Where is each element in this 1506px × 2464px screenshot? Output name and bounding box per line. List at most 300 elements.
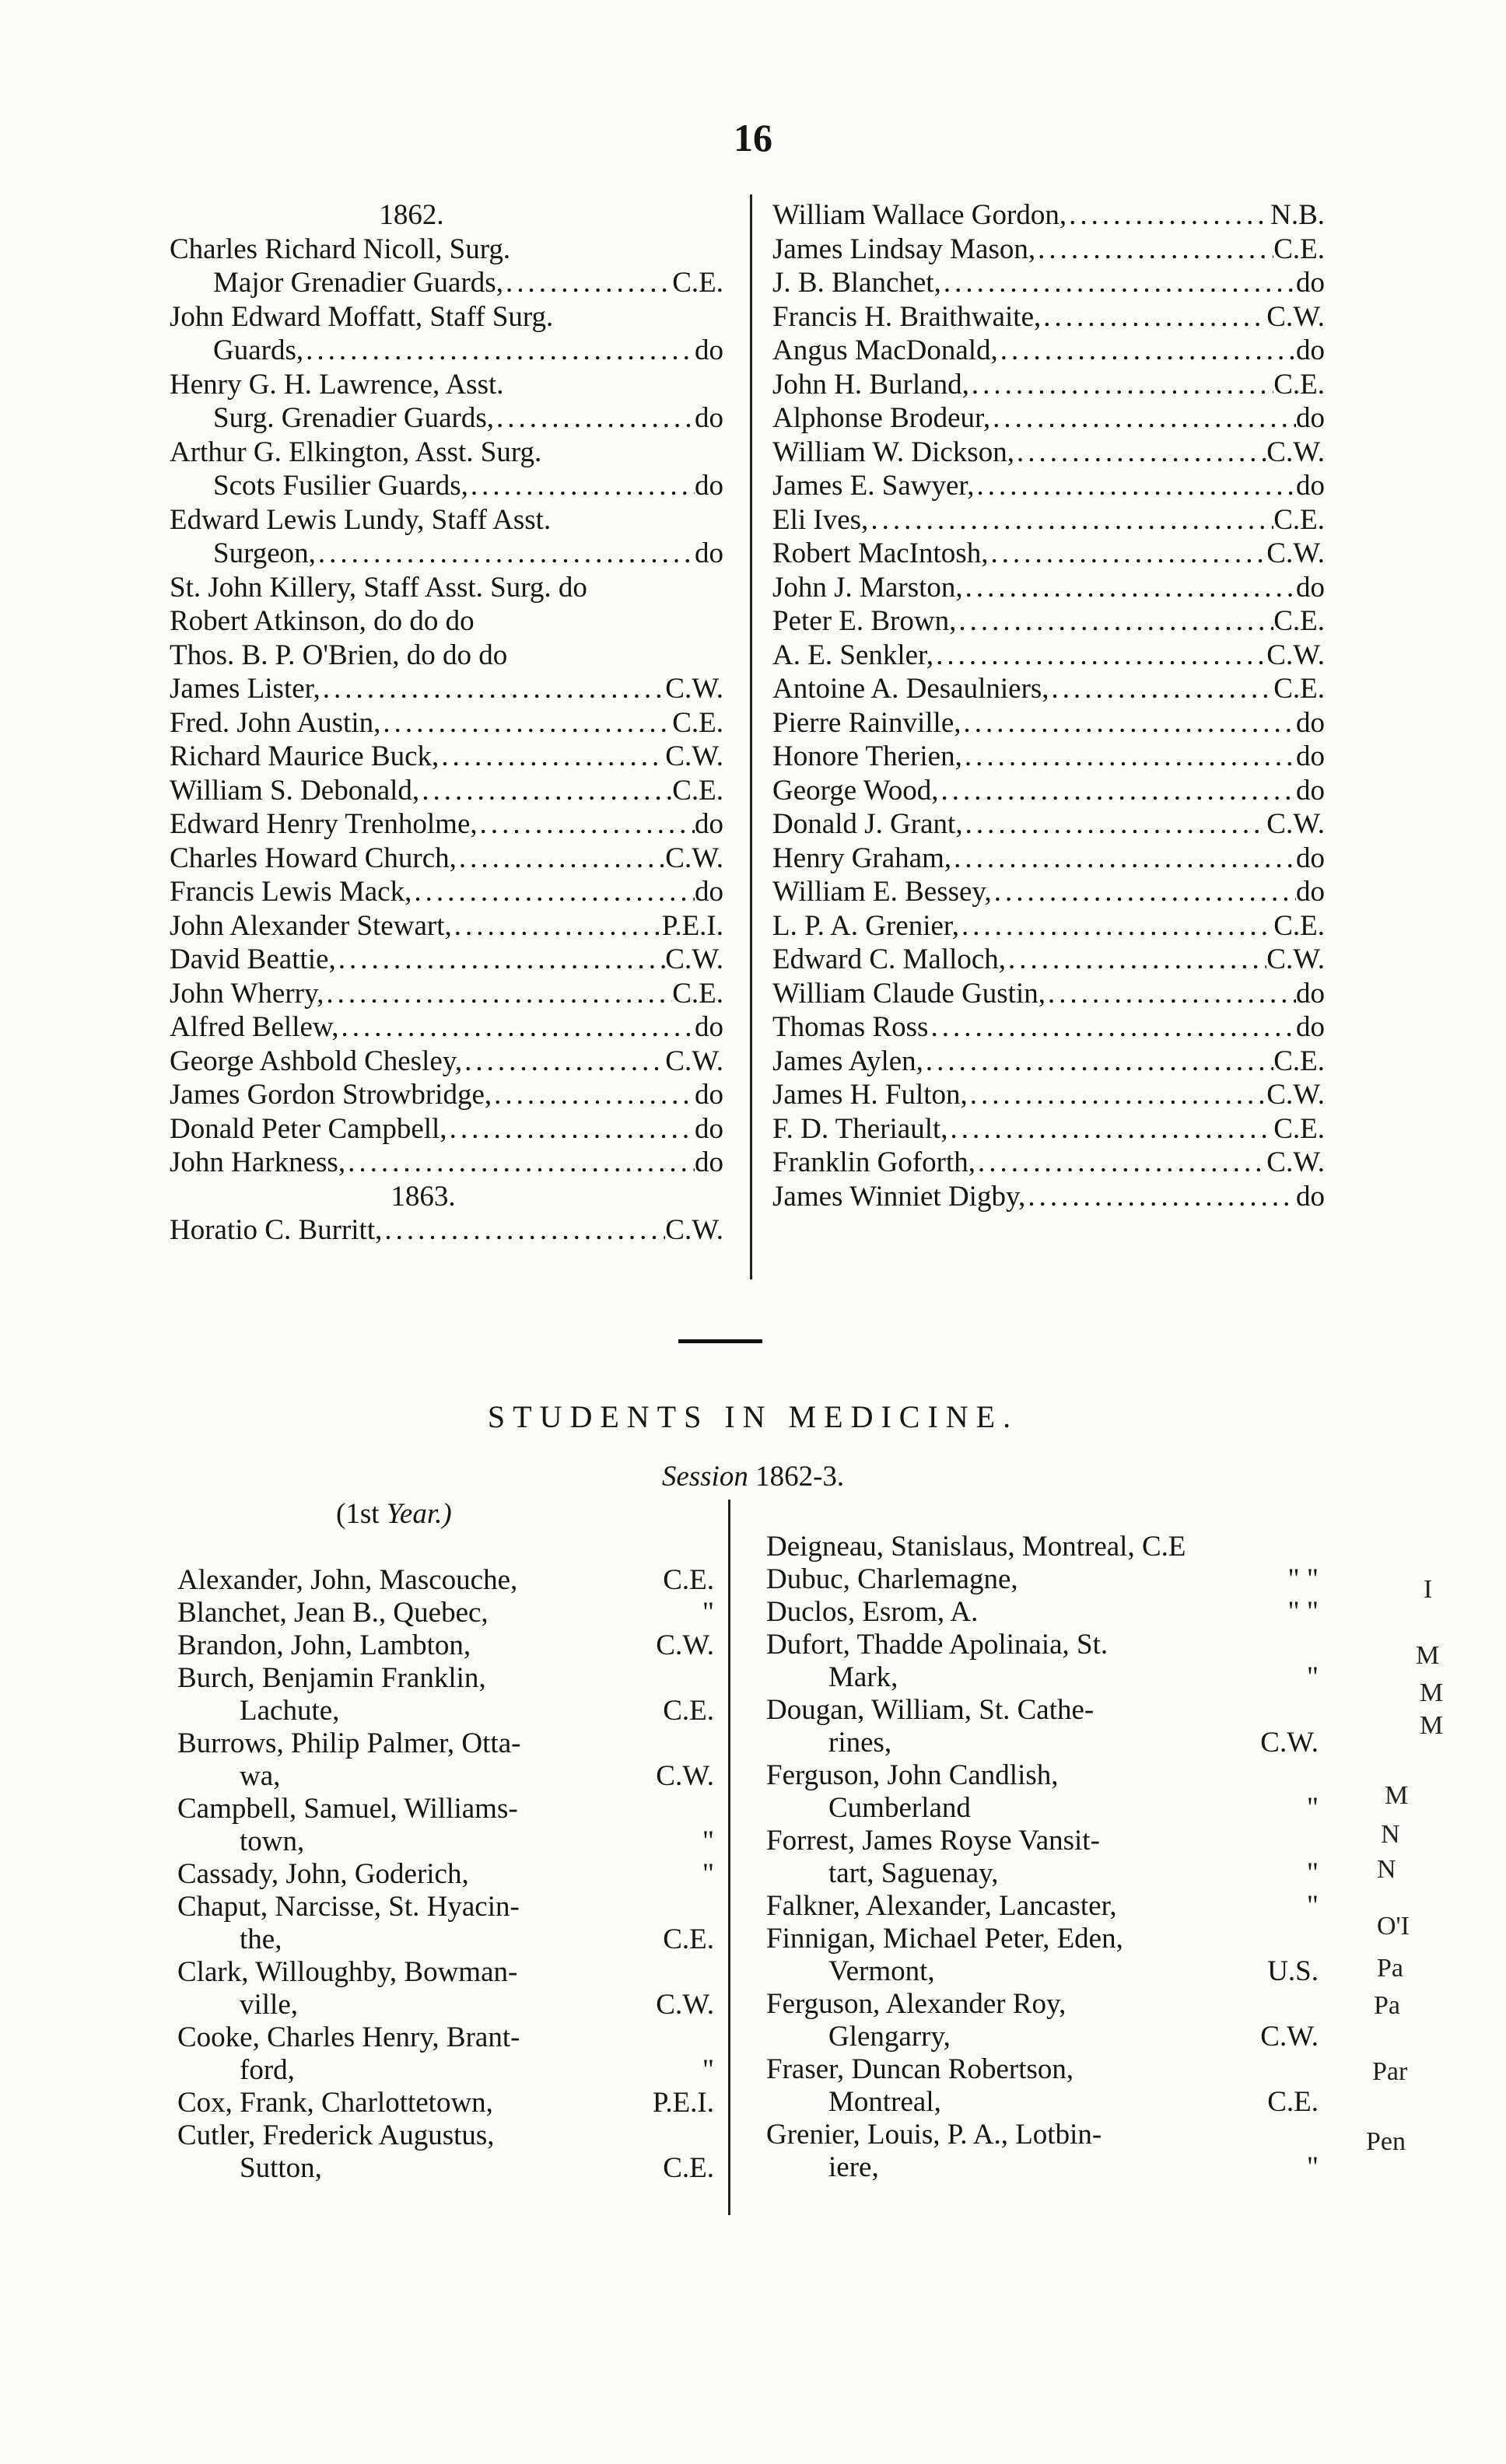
entry-name: Donald Peter Campbell, <box>170 1112 447 1145</box>
student-line <box>177 2119 714 2152</box>
graduates-right-column <box>772 198 1325 1213</box>
graduate-entry <box>170 604 723 639</box>
entry-name: Charles Howard Church, <box>170 842 457 874</box>
next-page-fragment: M <box>1416 1641 1440 1670</box>
leader-dots <box>1066 198 1270 233</box>
entry-name: Scots Fusilier Guards, <box>213 470 468 502</box>
entry-name: Surg. Grenadier Guards, <box>213 402 495 434</box>
student-line <box>177 1858 714 1891</box>
graduate-entry <box>170 1112 723 1146</box>
graduate-entry <box>170 706 723 740</box>
entry-name: David Beattie, <box>170 943 336 975</box>
student-place: Montreal, <box>828 2086 941 2118</box>
graduate-entry <box>772 807 1325 842</box>
leader-dots <box>951 842 1296 876</box>
entry-name: Peter E. Brown, <box>772 605 957 637</box>
entry-name: Arthur G. Elkington, Asst. Surg. <box>170 436 542 468</box>
entry-name: James E. Sawyer, <box>772 470 975 502</box>
entry-province: C.W. <box>665 673 723 705</box>
leader-dots <box>336 943 666 977</box>
student-name: Dougan, William, St. Cathe- <box>766 1694 1094 1726</box>
student-name: Burch, Benjamin Franklin, <box>177 1662 486 1694</box>
students-left-column <box>177 1564 714 2185</box>
student-province: " <box>702 1597 714 1629</box>
leader-dots <box>988 537 1266 571</box>
leader-dots <box>1049 672 1274 706</box>
entry-name: Surgeon, <box>213 537 316 569</box>
student-province: " " <box>1287 1563 1319 1595</box>
leader-dots <box>998 334 1296 368</box>
graduate-entry <box>772 368 1325 402</box>
student-entry <box>177 2119 714 2185</box>
student-line <box>766 1531 1319 1563</box>
student-entry <box>177 1891 714 1956</box>
entry-province: C.E. <box>1273 605 1325 637</box>
entry-province: do <box>1296 977 1325 1010</box>
entry-name: James Lindsay Mason, <box>772 233 1036 265</box>
leader-dots <box>1025 1180 1296 1214</box>
student-province: P.E.I. <box>652 2087 714 2119</box>
entry-province: C.E. <box>1273 909 1325 942</box>
student-entry <box>766 2053 1319 2119</box>
student-name: Dufort, Thadde Apolinaia, St. <box>766 1629 1108 1661</box>
graduate-entry <box>170 233 723 267</box>
student-line-continued <box>177 1989 714 2021</box>
student-line-continued <box>766 1727 1319 1759</box>
leader-dots <box>380 706 672 740</box>
student-place: Sutton, <box>240 2152 322 2184</box>
student-name: Fraser, Duncan Robertson, <box>766 2053 1074 2085</box>
next-page-fragment: N <box>1377 1855 1396 1884</box>
entry-name: Franklin Goforth, <box>772 1146 976 1178</box>
leader-dots <box>992 875 1296 909</box>
graduate-entry <box>772 1010 1325 1045</box>
graduate-entry <box>772 233 1325 267</box>
graduate-entry <box>170 842 723 876</box>
student-line-continued <box>177 2054 714 2087</box>
graduate-entry <box>772 875 1325 909</box>
leader-dots <box>923 1045 1273 1079</box>
entry-province: C.E. <box>1273 503 1325 536</box>
student-province: C.E. <box>1267 2086 1319 2118</box>
graduate-entry <box>170 1045 723 1079</box>
entry-name: James Winniet Digby, <box>772 1180 1026 1213</box>
student-entry <box>766 1629 1319 1694</box>
entry-name: George Wood, <box>772 774 939 807</box>
leader-dots <box>868 503 1273 537</box>
graduate-entry <box>170 368 723 402</box>
student-entry <box>177 1956 714 2021</box>
leader-dots <box>452 909 662 943</box>
student-province: " <box>702 1825 714 1857</box>
student-line <box>177 1956 714 1989</box>
next-page-fragment: I <box>1424 1575 1433 1604</box>
student-line-continued <box>766 1857 1319 1890</box>
student-entry <box>766 1596 1319 1629</box>
graduate-entry <box>170 639 723 673</box>
page-number: 16 <box>734 116 772 159</box>
entry-province: do <box>1296 876 1325 908</box>
student-line <box>177 1629 714 1662</box>
graduate-entry <box>170 1078 723 1112</box>
entry-name: William W. Dickson, <box>772 436 1014 468</box>
leader-dots <box>494 401 695 436</box>
student-province: C.E. <box>663 1923 714 1955</box>
student-line <box>766 1923 1319 1955</box>
graduates-left-column <box>170 198 723 1248</box>
student-place: rines, <box>828 1727 892 1759</box>
entry-province: C.W. <box>665 1214 723 1246</box>
student-entry <box>766 1890 1319 1923</box>
entry-name: Edward Lewis Lundy, Staff Asst. <box>170 503 552 536</box>
entry-name: William Wallace Gordon, <box>772 199 1067 231</box>
leader-dots <box>447 1112 695 1146</box>
year-label <box>336 1497 452 1531</box>
graduate-entry <box>170 977 723 1011</box>
entry-name: Edward Henry Trenholme, <box>170 808 478 840</box>
column-divider-top <box>750 194 752 1279</box>
graduate-entry <box>170 503 723 537</box>
student-line <box>177 1662 714 1695</box>
student-place: the, <box>240 1923 282 1955</box>
entry-name: Alfred Bellew, <box>170 1011 339 1043</box>
entry-province: C.W. <box>1266 1146 1325 1178</box>
student-line <box>766 2119 1319 2151</box>
student-place: tart, Saguenay, <box>828 1857 999 1889</box>
student-entry <box>766 1759 1319 1825</box>
leader-dots <box>1006 943 1266 977</box>
entry-name: Antoine A. Desaulniers, <box>772 673 1049 705</box>
student-line-continued <box>766 1792 1319 1825</box>
student-name: Cox, Frank, Charlottetown, <box>177 2087 493 2119</box>
graduate-entry <box>772 774 1325 808</box>
graduate-entry <box>772 469 1325 503</box>
graduate-entry <box>170 300 723 334</box>
student-line <box>766 2053 1319 2086</box>
graduate-entry <box>772 1112 1325 1146</box>
leader-dots <box>941 266 1296 300</box>
student-line <box>766 1988 1319 2021</box>
student-entry <box>766 1694 1319 1759</box>
student-line <box>766 1694 1319 1727</box>
section-divider <box>678 1339 762 1343</box>
entry-name: John Alexander Stewart, <box>170 909 452 942</box>
entry-province: do <box>1296 842 1325 874</box>
next-page-fragment: N <box>1381 1820 1400 1849</box>
next-page-fragment: Pa <box>1374 1991 1400 2020</box>
entry-name: Thos. B. P. O'Brien, do do do <box>170 639 508 671</box>
entry-name: Donald J. Grant, <box>772 808 963 840</box>
student-line <box>177 1564 714 1597</box>
entry-name: L. P. A. Grenier, <box>772 909 960 942</box>
entry-name: James H. Fulton, <box>772 1079 968 1111</box>
entry-name: Eli Ives, <box>772 503 869 536</box>
graduate-entry <box>772 1146 1325 1180</box>
graduate-entry <box>170 943 723 977</box>
student-place: Mark, <box>828 1661 898 1693</box>
student-entry <box>766 1531 1319 1563</box>
students-right-column <box>766 1531 1319 2184</box>
student-name: Finnigan, Michael Peter, Eden, <box>766 1923 1123 1955</box>
entry-name: Henry G. H. Lawrence, Asst. <box>170 368 504 401</box>
next-page-fragment: M <box>1420 1678 1444 1707</box>
student-name: Alexander, John, Mascouche, <box>177 1564 518 1596</box>
leader-dots <box>963 807 1267 842</box>
student-line <box>766 1563 1319 1596</box>
leader-dots <box>345 1146 695 1180</box>
entry-province: do <box>695 1011 723 1043</box>
leader-dots <box>457 842 665 876</box>
student-line <box>766 1890 1319 1923</box>
graduate-entry <box>772 401 1325 436</box>
student-line-continued <box>766 2021 1319 2053</box>
graduate-entry <box>170 571 723 605</box>
graduate-entry <box>772 604 1325 639</box>
leader-dots <box>503 266 672 300</box>
student-place: town, <box>240 1825 305 1857</box>
graduate-entry <box>772 1180 1325 1214</box>
leader-dots <box>933 639 1266 673</box>
entry-name: George Ashbold Chesley, <box>170 1045 463 1077</box>
graduate-entry <box>170 774 723 808</box>
entry-name: Honore Therien, <box>772 740 962 772</box>
graduate-entry <box>772 266 1325 300</box>
graduate-entry <box>772 503 1325 537</box>
graduate-entry <box>772 1045 1325 1079</box>
student-line <box>177 1727 714 1760</box>
entry-province: C.E. <box>672 267 723 299</box>
student-entry <box>766 1988 1319 2053</box>
entry-name: F. D. Theriault, <box>772 1112 948 1145</box>
entry-province: do <box>1296 1011 1325 1043</box>
entry-province: do <box>695 1146 723 1178</box>
graduate-entry <box>772 198 1325 233</box>
entry-name: Guards, <box>213 334 304 366</box>
student-line-continued <box>177 1695 714 1727</box>
student-name: Dubuc, Charlemagne, <box>766 1563 1018 1595</box>
graduate-entry <box>170 875 723 909</box>
graduate-entry <box>170 672 723 706</box>
entry-province: do <box>695 334 723 366</box>
student-name: Brandon, John, Lambton, <box>177 1629 471 1661</box>
entry-province: do <box>695 1112 723 1145</box>
student-province: C.W. <box>1260 1727 1319 1759</box>
student-province: " <box>1306 1890 1319 1922</box>
leader-dots <box>419 774 672 808</box>
student-line <box>766 1825 1319 1857</box>
student-line <box>766 1629 1319 1661</box>
entry-province: C.W. <box>665 943 723 975</box>
student-line <box>177 1597 714 1629</box>
student-name: Chaput, Narcisse, St. Hyacin- <box>177 1891 520 1923</box>
next-page-fragment: Pa <box>1377 1954 1403 1983</box>
entry-name: Fred. John Austin, <box>170 706 381 739</box>
student-entry <box>766 1825 1319 1890</box>
student-entry <box>177 1662 714 1727</box>
entry-name: Henry Graham, <box>772 842 952 874</box>
entry-province: do <box>695 1079 723 1111</box>
student-entry <box>177 1629 714 1662</box>
graduate-entry <box>772 842 1325 876</box>
entry-province: C.W. <box>1266 1079 1325 1111</box>
entry-name: Thomas Ross <box>772 1011 929 1043</box>
year-heading-1863: 1863. <box>391 1180 456 1213</box>
student-name: Cutler, Frederick Augustus, <box>177 2119 495 2151</box>
graduate-entry <box>170 909 723 943</box>
leader-dots <box>462 1045 665 1079</box>
leader-dots <box>1035 233 1273 267</box>
leader-dots <box>928 1010 1296 1045</box>
student-place: ville, <box>240 1989 299 2021</box>
leader-dots <box>316 537 695 571</box>
entry-province: P.E.I. <box>661 909 723 942</box>
graduate-entry <box>772 436 1325 470</box>
entry-name: Pierre Rainville, <box>772 706 961 739</box>
student-province: C.W. <box>656 1760 714 1792</box>
entry-province: do <box>1296 267 1325 299</box>
student-place: Vermont, <box>828 1955 935 1987</box>
leader-dots <box>382 1213 665 1248</box>
student-province: " <box>1306 1792 1319 1824</box>
student-province: C.W. <box>656 1629 714 1661</box>
leader-dots <box>956 604 1273 639</box>
leader-dots <box>1041 300 1266 334</box>
graduate-entry <box>170 401 723 436</box>
leader-dots <box>948 1112 1274 1146</box>
graduate-entry <box>772 943 1325 977</box>
student-line <box>766 1759 1319 1792</box>
entry-province: C.W. <box>1266 300 1325 333</box>
entry-province: C.W. <box>665 842 723 874</box>
entry-province: N.B. <box>1270 199 1325 231</box>
entry-name: A. E. Senkler, <box>772 639 934 671</box>
student-name: Blanchet, Jean B., Quebec, <box>177 1597 489 1629</box>
entry-province: C.W. <box>1266 639 1325 671</box>
session-year: 1862-3. <box>755 1461 845 1493</box>
graduate-entry <box>772 334 1325 368</box>
entry-province: do <box>1296 706 1325 739</box>
student-entry <box>177 1793 714 1858</box>
entry-name: Horatio C. Burritt, <box>170 1214 383 1246</box>
student-line <box>766 1596 1319 1629</box>
entry-name: Francis H. Braithwaite, <box>772 300 1042 333</box>
student-line-continued <box>766 1955 1319 1988</box>
leader-dots <box>324 977 672 1011</box>
graduate-entry <box>772 672 1325 706</box>
student-province: " <box>1306 2151 1319 2183</box>
student-province: C.W. <box>1260 2021 1319 2053</box>
graduate-entry <box>772 1078 1325 1112</box>
leader-dots <box>959 909 1273 943</box>
entry-province: do <box>1296 1180 1325 1213</box>
entry-name: William E. Bessey, <box>772 876 992 908</box>
entry-province: C.W. <box>1266 537 1325 569</box>
entry-name: John J. Marston, <box>772 571 963 604</box>
student-line-continued <box>177 2152 714 2185</box>
student-province: " <box>702 2054 714 2086</box>
leader-dots <box>962 740 1296 774</box>
entry-name: Robert MacIntosh, <box>772 537 989 569</box>
year-label-word: Year.) <box>386 1498 452 1530</box>
entry-name: Robert Atkinson, do do do <box>170 605 475 637</box>
student-name: Ferguson, John Candlish, <box>766 1759 1059 1791</box>
student-line-continued <box>177 1760 714 1793</box>
student-entry <box>766 2119 1319 2184</box>
session-line <box>0 1460 1506 1493</box>
leader-dots <box>478 807 695 842</box>
entry-name: John Harkness, <box>170 1146 346 1178</box>
student-name: Burrows, Philip Palmer, Otta- <box>177 1727 521 1759</box>
graduate-entry <box>772 300 1325 334</box>
leader-dots <box>468 469 695 503</box>
student-place: Cumberland <box>828 1792 971 1824</box>
entry-province: do <box>1296 774 1325 807</box>
student-entry <box>177 1727 714 1793</box>
next-page-fragment: M <box>1420 1711 1444 1740</box>
entry-province: C.E. <box>672 774 723 807</box>
entry-province: do <box>695 876 723 908</box>
student-entry <box>177 1597 714 1629</box>
entry-province: C.W. <box>1266 943 1325 975</box>
student-name: Deigneau, Stanislaus, Montreal, C.E <box>766 1531 1186 1563</box>
student-name: Cassady, John, Goderich, <box>177 1858 469 1890</box>
leader-dots <box>412 875 695 909</box>
student-province: " <box>1306 1857 1319 1889</box>
leader-dots <box>975 469 1296 503</box>
entry-province: do <box>1296 334 1325 366</box>
entry-province: do <box>1296 571 1325 604</box>
entry-province: do <box>695 537 723 569</box>
entry-name: James Lister, <box>170 673 320 705</box>
leader-dots <box>338 1010 695 1045</box>
entry-province: C.W. <box>1266 808 1325 840</box>
leader-dots <box>963 571 1296 605</box>
student-name: Campbell, Samuel, Williams- <box>177 1793 518 1825</box>
entry-name: Charles Richard Nicoll, Surg. <box>170 233 511 265</box>
entry-name: John Wherry, <box>170 977 324 1010</box>
graduate-entry <box>772 909 1325 943</box>
graduate-entry <box>170 436 723 470</box>
leader-dots <box>1014 436 1266 470</box>
student-name: Ferguson, Alexander Roy, <box>766 1988 1066 2020</box>
student-name: Duclos, Esrom, A. <box>766 1596 979 1628</box>
next-page-fragment: Pen <box>1366 2127 1406 2156</box>
entry-province: do <box>1296 402 1325 434</box>
entry-name: William S. Debonald, <box>170 774 420 807</box>
student-province: C.E. <box>663 2152 714 2184</box>
entry-province: C.W. <box>665 1045 723 1077</box>
graduate-entry <box>170 469 723 503</box>
student-line-continued <box>766 2086 1319 2119</box>
entry-name: John H. Burland, <box>772 368 969 401</box>
student-province: C.E. <box>663 1564 714 1596</box>
leader-dots <box>939 774 1296 808</box>
student-place: ford, <box>240 2054 295 2086</box>
entry-province: do <box>695 470 723 502</box>
student-line-continued <box>177 1825 714 1858</box>
leader-dots <box>968 1078 1267 1112</box>
leader-dots <box>1045 977 1296 1011</box>
entry-province: C.E. <box>1273 1045 1325 1077</box>
student-place: iere, <box>828 2151 879 2183</box>
student-place: Lachute, <box>240 1695 340 1727</box>
leader-dots <box>492 1078 695 1112</box>
entry-province: do <box>695 402 723 434</box>
student-name: Cooke, Charles Henry, Brant- <box>177 2021 520 2053</box>
student-province: C.E. <box>663 1695 714 1727</box>
entry-name: Edward C. Malloch, <box>772 943 1007 975</box>
student-province: " <box>702 1858 714 1890</box>
